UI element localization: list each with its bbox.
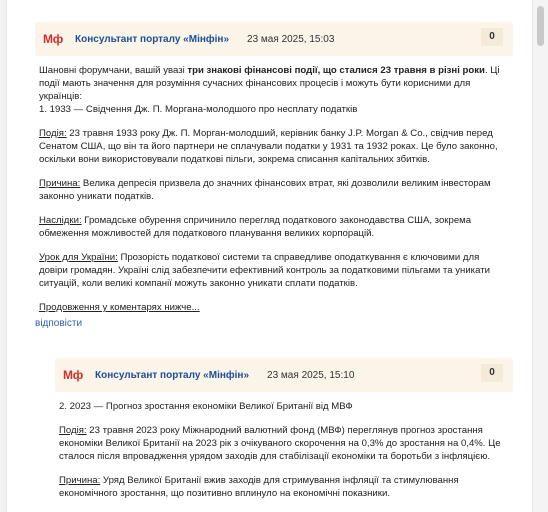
comment-date: 23 мая 2025, 15:10	[267, 369, 355, 381]
comment-body	[55, 392, 513, 500]
lesson-paragraph: Урок для України: Прозорість податкової системи та справедливе оподаткування є ключовими для довіри громадян. Україні слід забезпечити ефективний контроль за податковими пільгами та уникати ситуацій, коли великі компанії можуть законно уникати сплати податків.	[39, 252, 490, 289]
continue-paragraph	[39, 301, 507, 314]
event-paragraph: Подія: 23 травня 2023 року Міжнародний валютний фонд (МВФ) переглянув прогноз зростання економіки Великої Британії на 2023 рік з очікуваного скорочення на 0,3% до зростання на 0,4%. Це сталося після впровадження урядом заходів для стабілізації економіки та боротьби з інфляцією.	[59, 425, 501, 462]
cause-paragraph: Причина: Велика депресія призвела до значних фінансових втрат, які дозволили великим інвесторам законно уникати податків.	[39, 178, 491, 202]
effect-paragraph: Наслідки: Громадське обурення спричинило перегляд податкового законодавства США, зокрема обмеження можливостей для податкового планування великих корпорацій.	[39, 215, 472, 239]
vote-counter[interactable]: 0	[481, 28, 503, 46]
comment-body	[35, 56, 513, 314]
item-title: 2. 2023 — Прогноз зростання економіки Великої Британії від МВФ	[59, 401, 353, 412]
comment-intro: Шановні форумчани, вашій увазі три знакові фінансові події, що сталися 23 травня в різні роки. Ці події мають значення для розуміння сучасних фінансових процесів і можуть бути корисними для українців: 1. 1933 — Свідчення Дж. П. Моргана-молодшого про несплату податків	[39, 65, 500, 115]
item-title: 1. 1933 — Свідчення Дж. П. Моргана-молодшого про несплату податків	[39, 104, 358, 115]
author-link[interactable]: Консультант порталу «Мінфін»	[75, 33, 230, 45]
page-scrollbar[interactable]	[532, 0, 548, 512]
author-link[interactable]: Консультант порталу «Мінфін»	[95, 369, 250, 381]
comment	[35, 22, 513, 329]
event-paragraph: Подія: 23 травня 1933 року Дж. П. Морган-молодший, керівник банку J.P. Morgan & Co., свідчив перед Сенатом США, що він та його партнери не сплачували податки у 1931 та 1932 роках. Це було законно, оскільки вони використовували податкові пільги, зокрема списання капітальних збитків.	[39, 128, 498, 165]
comment-date: 23 мая 2025, 15:03	[247, 33, 335, 45]
comment-header	[35, 22, 513, 56]
continue-link[interactable]: Продовження у коментарях нижче...	[39, 302, 200, 313]
cause-paragraph: Причина: Уряд Великої Британії вжив заходів для стримування інфляції та стимулювання економічного зростання, що позитивно вплинуло на економічні показники.	[59, 475, 459, 499]
vote-counter[interactable]: 0	[481, 364, 503, 382]
minfin-logo: Мф	[63, 368, 83, 382]
reply-link[interactable]: відповісти	[35, 318, 83, 329]
comment	[55, 358, 513, 511]
minfin-logo: Мф	[43, 32, 63, 46]
comments-panel	[6, 0, 534, 512]
scrollbar-thumb[interactable]	[537, 6, 544, 46]
comment-header	[55, 358, 513, 392]
